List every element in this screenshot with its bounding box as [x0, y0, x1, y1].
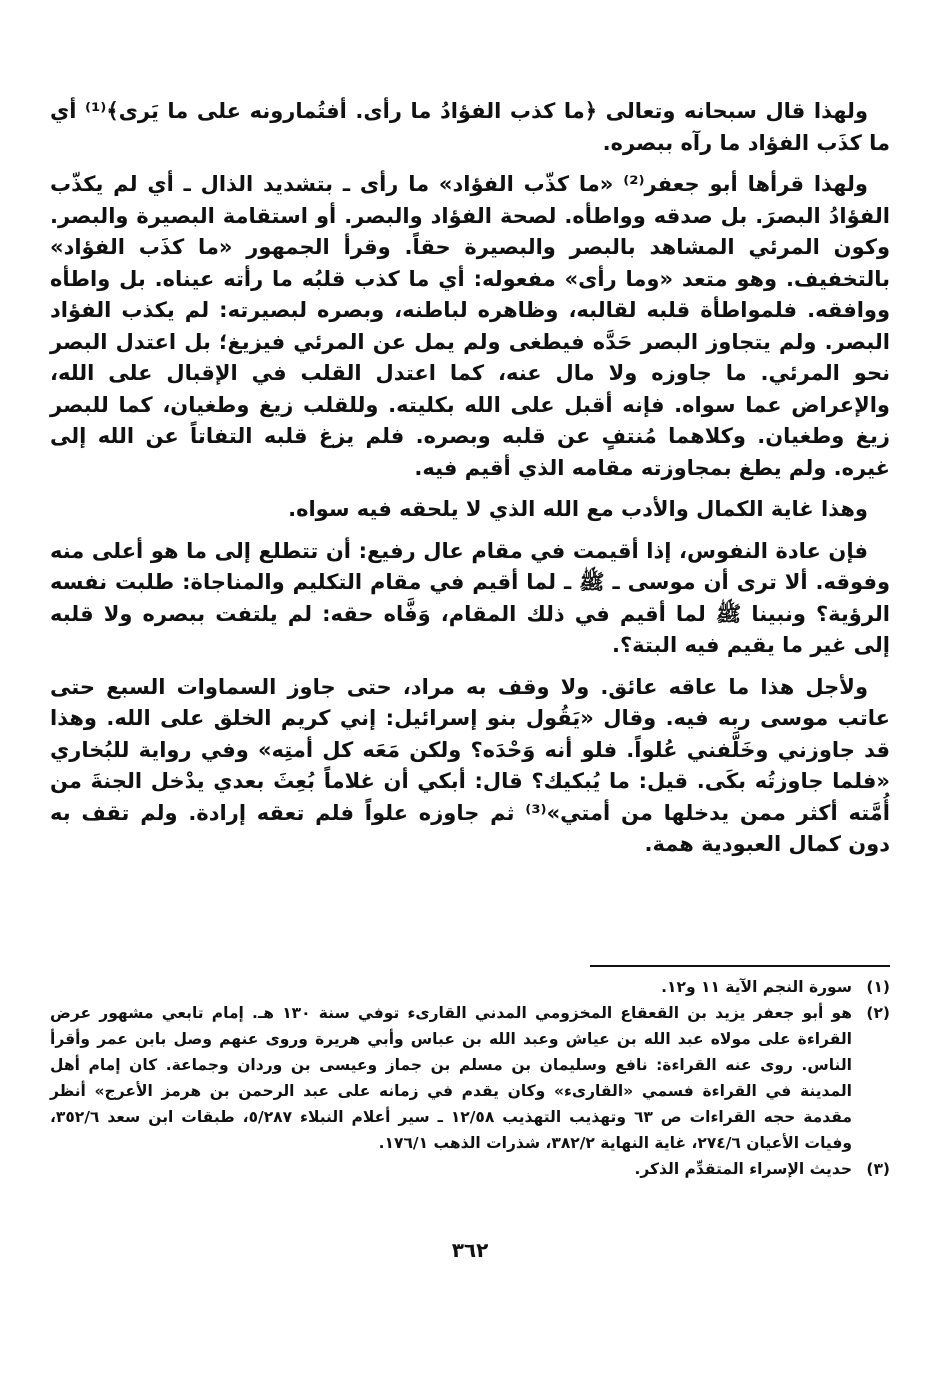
paragraph: وهذا غاية الكمال والأدب مع الله الذي لا يلحقه فيه سواه.: [288, 497, 868, 521]
paragraph: ولهذا قال سبحانه وتعالى ﴿ما كذب الفؤادُ ما رأى. أفتُمارونه على ما يَرى﴾⁽¹⁾ أي ما كذَب الفؤاد ما رآه ببصره.: [50, 99, 890, 155]
footnote-divider: [590, 965, 890, 967]
paragraph: ولأجل هذا ما عاقه عائق. ولا وقف به مراد، حتى جاوز السماوات السبع حتى عاتب موسى ربه فيه. وقال «يَقُول بنو إسرائيل: إني كريم الخلق على الله. وهذا قد جاوزني وخَلَّفني عُلواً. فلو أنه وَحْدَه؟ ولكن مَعَه كل أمتِه» وفي رواية للبُخاري «فلما جاوزتُه بكَى. قيل: ما يُبكيك؟ قال: أبكي أن غلاماً بُعِثَ بعدي يدْخل الجنةَ من أُمَّته أكثر ممن يدخلها من أمتي»⁽³⁾ ثم جاوزه علواً فلم تعقه إرادة. ولم تقف به دون كمال العبودية همة.: [50, 674, 890, 856]
footnote-number: (٣): [866, 1160, 890, 1178]
footnote-text: سورة النجم الآية ١١ و١٢.: [661, 978, 852, 996]
footnote-item: [50, 1000, 890, 1156]
paragraph: فإن عادة النفوس، إذا أقيمت في مقام عال رفيع: أن تتطلع إلى ما هو أعلى منه وفوقه. ألا ترى أن موسى ـ ﷺ ـ لما أقيم في مقام التكليم والمناجاة: طلبت نفسه الرؤية؟ ونبينا ﷺ لما أقيم في ذلك المقام، وَفَّاه حقه: لم يلتفت ببصره ولا قلبه إلى غير ما يقيم فيه البتة؟.: [50, 538, 890, 657]
footnote-text: حديث الإسراء المتقدِّم الذكر.: [634, 1160, 852, 1178]
footnotes: [50, 974, 890, 1182]
page-body: [50, 96, 890, 871]
paragraph: ولهذا قرأها أبو جعفر⁽²⁾ «ما كذّب الفؤاد» ما رأى ـ بتشديد الذال ـ أي لم يكذّب الفؤادُ البصرَ. بل صدقه وواطأه. لصحة الفؤاد والبصر. أو استقامة البصيرة والبصر. وكون المرئي المشاهد بالبصر والبصيرة حقاً. وقرأ الجمهور «ما كذَب الفؤاد» بالتخفيف. وهو متعد «وما رأى» مفعوله: أي ما كذب قلبُه ما رأته عيناه. بل واطأه ووافقه. فلمواطأة قلبه لقالبه، وظاهره لباطنه، وبصره لبصيرته: لم يكذب الفؤاد البصر. ولم يتجاوز البصر حَدَّه فيطغى ولم يمل عن المرئي فيزيغ؛ بل اعتدل البصر نحو المرئي. ما جاوزه ولا مال عنه، كما اعتدل القلب في الإقبال على الله، والإعراض عما سواه. فإنه أقبل على الله بكليته. وللقلب زيغ وطغيان، كما للبصر زيغ وطغيان. وكلاهما مُنتفٍ عن قلبه وبصره. فلم يزغ قلبه التفاتاً عن الله إلى غيره. ولم يطغ بمجاوزته مقامه الذي أقيم فيه.: [50, 172, 890, 480]
footnote-number: (٢): [866, 1004, 890, 1022]
page-number: ٣٦٢: [451, 1238, 489, 1262]
footnote-number: (١): [866, 978, 890, 996]
footnote-text: هو أبو جعفر يزيد بن القعقاع المخزومي المدني القارىء توفي سنة ١٣٠ هـ. إمام تابعي مشهور عرض القراءة على مولاه عبد الله بن عياش وعبد الله بن عباس وأبي هريرة وروى عنهم وصل بابن عمر وأقرأ الناس. روى عنه القراءة: نافع وسليمان بن مسلم بن جماز وعيسى بن وردان وجماعة. كان إمام أهل المدينة في القراءة فسمي «القارىء» وكان يقدم في زمانه على عبد الرحمن بن هرمز الأعرج» أنظر مقدمة حجه القراءات ص ٦٣ وتهذيب التهذيب ١٢/٥٨ ـ سير أعلام النبلاء ٥/٢٨٧، طبقات ابن سعد ٣٥٢/٦، وفيات الأعيان ٢٧٤/٦، غاية النهاية ٣٨٢/٢، شذرات الذهب ١٧٦/١.: [50, 1004, 853, 1152]
main-text: [50, 96, 890, 861]
footnote-item: [50, 974, 890, 1000]
footnote-item: [50, 1156, 890, 1182]
